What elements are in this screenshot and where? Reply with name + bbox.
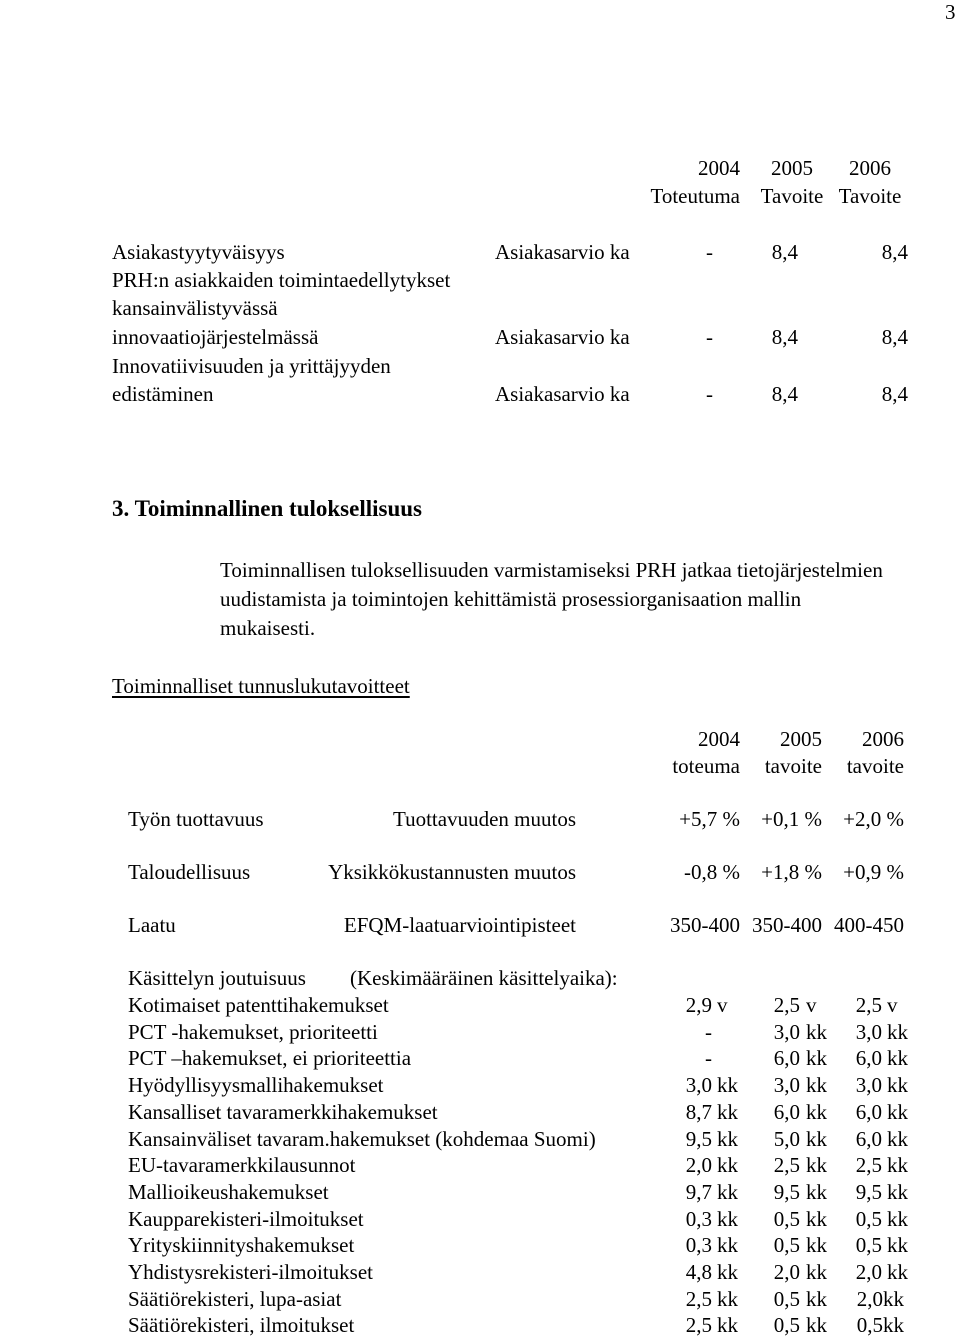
processing-row-u2006: kk	[887, 1207, 908, 1231]
table1-row-v2005: 8,4	[771, 382, 798, 406]
table1-row-v2004: -	[706, 382, 713, 406]
processing-row-u2004: kk	[717, 1073, 738, 1097]
table2-year-2005: 2005	[780, 727, 822, 751]
processing-row-label: Kansalliset tavaramerkkihakemukset	[128, 1100, 438, 1124]
processing-row-v2005: 3,0	[773, 1020, 800, 1044]
table2-label-2005: tavoite	[764, 754, 822, 778]
table1-row-v2005: 8,4	[771, 240, 798, 264]
processing-row-v2005: 2,0	[773, 1260, 800, 1284]
processing-row-label: Kotimaiset patenttihakemukset	[128, 993, 389, 1017]
processing-row-u2004: kk	[717, 1153, 738, 1177]
table2-row-v2006: +0,9 %	[843, 860, 904, 884]
table1-year-2005: 2005	[771, 156, 813, 180]
table2-row-v2006: 400-450	[834, 913, 904, 937]
table2-label-2006: tavoite	[846, 754, 904, 778]
table1-row-label-line: edistäminen	[112, 382, 214, 406]
processing-row-u2006: v	[887, 993, 898, 1017]
processing-row-v2006: 6,0	[855, 1100, 882, 1124]
processing-row-u2005: kk	[806, 1100, 827, 1124]
table1-row-measure: Asiakasarvio ka	[495, 382, 630, 406]
table1-year-2004: 2004	[698, 156, 740, 180]
processing-row-v2005: 0,5	[773, 1313, 800, 1337]
processing-row-u2004: kk	[717, 1207, 738, 1231]
processing-row-v2004: 2,9	[685, 993, 712, 1017]
processing-row-v2005: 6,0	[773, 1046, 800, 1070]
processing-row-v2005: 0,5	[773, 1233, 800, 1257]
table1-row-v2006: 8,4	[881, 382, 908, 406]
processing-row-v2006: 3,0	[855, 1020, 882, 1044]
processing-row-u2006: kk	[887, 1127, 908, 1151]
processing-row-v2004: 4,8	[685, 1260, 712, 1284]
processing-row-label: Kansainväliset tavaram.hakemukset (kohdemaa Suomi)	[128, 1127, 596, 1151]
table2-row-label: Työn tuottavuus	[128, 807, 264, 831]
processing-row-u2005: kk	[806, 1020, 827, 1044]
processing-row-u2004: v	[717, 993, 728, 1017]
processing-row-label: Säätiörekisteri, lupa-asiat	[128, 1287, 342, 1311]
table1-row-v2005: 8,4	[771, 325, 798, 349]
section-heading: 3. Toiminnallinen tuloksellisuus	[112, 496, 422, 521]
table2-row-label: Taloudellisuus	[128, 860, 251, 884]
processing-row-u2005: kk	[806, 1260, 827, 1284]
processing-row-v2005: 2,5	[773, 993, 800, 1017]
processing-row-u2005: kk	[806, 1233, 827, 1257]
processing-row-v2006: 2,0	[855, 1260, 882, 1284]
table2-row-v2004: -0,8 %	[684, 860, 740, 884]
processing-row-label: Mallioikeushakemukset	[128, 1180, 329, 1204]
processing-row-v2006: 2,5	[855, 1153, 882, 1177]
processing-row-u2005: kk	[806, 1127, 827, 1151]
processing-row-label: Säätiörekisteri, ilmoitukset	[128, 1313, 355, 1337]
table1-row-measure: Asiakasarvio ka	[495, 240, 630, 264]
processing-row-v2006: 2,5	[855, 993, 882, 1017]
processing-row-label: EU-tavaramerkkilausunnot	[128, 1153, 356, 1177]
processing-row-v2004: 2,5	[685, 1313, 712, 1337]
processing-row-u2005: kk	[806, 1046, 827, 1070]
processing-row-u2006: kk	[887, 1153, 908, 1177]
table2-row-v2006: +2,0 %	[843, 807, 904, 831]
processing-row-v2004: 2,5	[685, 1287, 712, 1311]
processing-row-v2004: -	[705, 1020, 712, 1044]
table1-row-v2004: -	[706, 325, 713, 349]
table2-row-label: Laatu	[128, 913, 176, 937]
paragraph-line: Toiminnallisen tuloksellisuuden varmistamiseksi PRH jatkaa tietojärjestelmien	[220, 558, 883, 582]
table1-label-2004: Toteutuma	[650, 184, 740, 208]
table1-row-v2004: -	[706, 240, 713, 264]
table1-row-label-line: kansainvälistyvässä	[112, 296, 278, 320]
processing-row-u2005: kk	[806, 1153, 827, 1177]
processing-row-u2004: kk	[717, 1313, 738, 1337]
processing-row-v2005: 3,0	[773, 1073, 800, 1097]
processing-subtitle: (Keskimääräinen käsittelyaika):	[350, 966, 618, 990]
processing-row-label: Hyödyllisyysmallihakemukset	[128, 1073, 384, 1097]
processing-row-u2006: kk	[887, 1100, 908, 1124]
table2-row-v2004: 350-400	[670, 913, 740, 937]
table1-row-label-line: innovaatiojärjestelmässä	[112, 325, 319, 349]
processing-row-label: Yrityskiinnityshakemukset	[128, 1233, 355, 1257]
table2-row-measure: EFQM-laatuarviointipisteet	[343, 913, 576, 937]
table1-row-v2006: 8,4	[881, 325, 908, 349]
processing-row-label: PCT -hakemukset, prioriteetti	[128, 1020, 378, 1044]
subheading: Toiminnalliset tunnuslukutavoitteet	[112, 674, 410, 698]
processing-row-v2004: -	[705, 1046, 712, 1070]
processing-row-v2005: 2,5	[773, 1153, 800, 1177]
processing-row-v2005: 5,0	[773, 1127, 800, 1151]
processing-row-u2005: kk	[806, 1287, 827, 1311]
processing-row-u2006: kk	[887, 1260, 908, 1284]
processing-row-v2005: 6,0	[773, 1100, 800, 1124]
table2-row-v2005: +1,8 %	[761, 860, 822, 884]
processing-row-v2005: 0,5	[773, 1207, 800, 1231]
processing-row-v2006: 6,0	[855, 1127, 882, 1151]
processing-row-v2004: 9,7	[685, 1180, 712, 1204]
table2-row-v2005: 350-400	[752, 913, 822, 937]
processing-row-v2005: 0,5	[773, 1287, 800, 1311]
table1-row-v2006: 8,4	[881, 240, 908, 264]
table2-row-v2005: +0,1 %	[761, 807, 822, 831]
processing-row-u2006: kk	[887, 1180, 908, 1204]
table1-row-label-line: Innovatiivisuuden ja yrittäjyyden	[112, 354, 391, 378]
processing-row-v2004: 0,3	[685, 1233, 712, 1257]
processing-row-u2004: kk	[717, 1233, 738, 1257]
table1-row-label: Asiakastyytyväisyys	[112, 240, 285, 264]
processing-row-u2006: kk	[887, 1046, 908, 1070]
table2-year-2006: 2006	[862, 727, 904, 751]
processing-row-v2004: 9,5	[685, 1127, 712, 1151]
paragraph-line: mukaisesti.	[220, 616, 316, 640]
processing-row-label: PCT –hakemukset, ei prioriteettia	[128, 1046, 412, 1070]
table2-row-measure: Yksikkökustannusten muutos	[328, 860, 576, 884]
processing-row-u2006: kk	[887, 1233, 908, 1257]
processing-row-u2004: kk	[717, 1127, 738, 1151]
processing-row-u2004: kk	[717, 1260, 738, 1284]
processing-row-u2004: kk	[717, 1180, 738, 1204]
table2-year-2004: 2004	[698, 727, 740, 751]
processing-row-u2005: kk	[806, 1073, 827, 1097]
page-number: 3	[945, 0, 956, 24]
processing-row-u2004: kk	[717, 1287, 738, 1311]
processing-row-v2006: 0,5kk	[856, 1313, 904, 1337]
table1-row-measure: Asiakasarvio ka	[495, 325, 630, 349]
processing-row-v2006: 0,5	[855, 1233, 882, 1257]
processing-row-u2006: kk	[887, 1073, 908, 1097]
processing-row-v2006: 9,5	[855, 1180, 882, 1204]
processing-row-u2005: kk	[806, 1180, 827, 1204]
processing-row-u2005: kk	[806, 1313, 827, 1337]
processing-row-v2005: 9,5	[773, 1180, 800, 1204]
processing-row-label: Kaupparekisteri-ilmoitukset	[128, 1207, 364, 1231]
table2-row-measure: Tuottavuuden muutos	[393, 807, 576, 831]
processing-row-u2005: kk	[806, 1207, 827, 1231]
processing-row-v2006: 2,0kk	[856, 1287, 904, 1311]
processing-row-v2004: 0,3	[685, 1207, 712, 1231]
processing-row-u2004: kk	[717, 1100, 738, 1124]
processing-title: Käsittelyn joutuisuus	[128, 966, 306, 990]
table1-year-2006: 2006	[849, 156, 891, 180]
table1-row-label-line: PRH:n asiakkaiden toimintaedellytykset	[112, 268, 451, 292]
table2-row-v2004: +5,7 %	[679, 807, 740, 831]
paragraph-line: uudistamista ja toimintojen kehittämistä prosessiorganisaation mallin	[220, 587, 802, 611]
processing-row-label: Yhdistysrekisteri-ilmoitukset	[128, 1260, 373, 1284]
processing-row-v2004: 2,0	[685, 1153, 712, 1177]
processing-row-v2004: 3,0	[685, 1073, 712, 1097]
table1-label-2006: Tavoite	[838, 184, 902, 208]
processing-row-v2006: 3,0	[855, 1073, 882, 1097]
processing-row-u2006: kk	[887, 1020, 908, 1044]
table2-label-2004: toteuma	[672, 754, 740, 778]
table1-label-2005: Tavoite	[760, 184, 824, 208]
processing-row-v2004: 8,7	[685, 1100, 712, 1124]
processing-row-v2006: 0,5	[855, 1207, 882, 1231]
processing-row-u2005: v	[806, 993, 817, 1017]
processing-row-v2006: 6,0	[855, 1046, 882, 1070]
